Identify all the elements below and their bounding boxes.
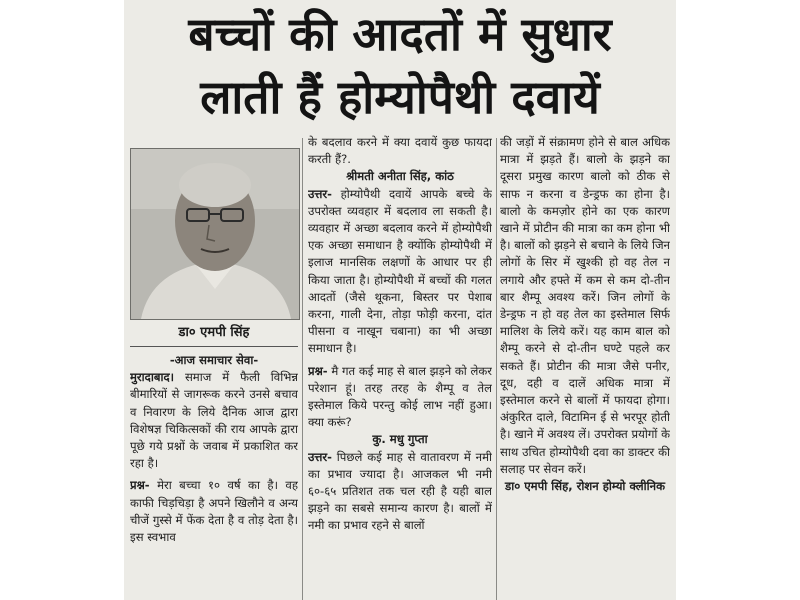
answer-2 xyxy=(308,449,492,535)
answer-1 xyxy=(308,186,492,358)
question-1-author: श्रीमती अनीता सिंह, कांठ xyxy=(346,169,454,184)
question-2 xyxy=(308,363,492,432)
article-column-1 xyxy=(130,352,298,600)
dateline: मुरादाबाद। xyxy=(130,370,175,385)
answer-2-text: पिछले कई माह से वातावरण में नमी का प्रभाव ज्यादा है। आजकल भी नमी ६०-६५ प्रतिशत तक चल रही है यही बाल झड़ने का सबसे समान्य कारण है। बालों में नमी का प्रभाव रहने से बालों xyxy=(308,449,492,533)
news-agency-line: -आज समाचार सेवा- xyxy=(169,353,259,367)
intro-paragraph xyxy=(130,369,298,472)
headline-line-2: लाती हैं होम्योपैथी दवायें xyxy=(200,70,600,124)
question-2-label: प्रश्न- xyxy=(308,363,328,378)
question-2-author: कु. मधु गुप्ता xyxy=(372,432,428,447)
article-column-3 xyxy=(500,134,670,600)
answer-1-text: होम्योपैथी दवायें आपके बच्चे के उपरोक्त व्यवहार में बदलाव ला सकती है। व्यवहार में अच्छा बदलाव करने में होम्योपैथी एक अच्छा समाधान है क्योंकि होम्योपैथी में इलाज मानसिक लक्षणों के आधार पर ही किया जाता है। होम्योपैथी में बच्चों की गलत आदतों (जैसे थूकना, बिस्तर पर पेशाब करना, गाली देना, तोड़ा फोड़ी करना, दांत पीसना व नाखून चबाना) का भी अच्छा समाधान है। xyxy=(308,186,492,356)
headline-line-1: बच्चों की आदतों में सुधार xyxy=(188,7,612,61)
question-1 xyxy=(130,477,298,546)
column-divider-2 xyxy=(496,138,497,600)
column-divider-1 xyxy=(302,138,303,600)
question-1-text: मेरा बच्चा १० वर्ष का है। वह काफी चिड़चिड़ा है अपने खिलौने व अन्य चीजें गुस्से में फेंक देता है व तोड़ देता है। इस स्वभाव xyxy=(130,478,298,545)
question-2-text: मै गत कई माह से बाल झड़ने को लेकर परेशान हूं। तरह तरह के शैम्पू व तेल इस्तेमाल किये परन्तु कोई लाभ नहीं हुआ। क्या करूं? xyxy=(308,363,492,430)
newspaper-clipping xyxy=(124,0,676,600)
headline xyxy=(124,0,676,132)
doctor-signature: डा० एमपी सिंह, रोशन होम्यो क्लीनिक xyxy=(505,479,665,494)
article-column-2 xyxy=(308,134,492,600)
answer-1-label: उत्तर- xyxy=(308,186,332,201)
photo-caption: डा० एमपी सिंह xyxy=(130,320,298,347)
answer-2-label: उत्तर- xyxy=(308,449,332,464)
portrait-illustration xyxy=(131,149,299,319)
question-1-label: प्रश्न- xyxy=(130,478,150,493)
answer-2-continued: की जड़ों में संक्रामण होने से बाल अधिक मात्रा में झड़ते हैं। बालो के झड़ने का दूसरा प्रमुख कारण बालो को ठीक से साफ न करना व डेन्ड्रफ का होना है। बालो के कमज़ोर होने का एक कारण खाने में प्रोटीन की मात्रा का कम होना भी है। बालों को झड़ने से बचाने के लिये जिन लोगों के सिर में खुश्की हो वह तेल न लगाये और हफ्ते में कम से कम दो-तीन बार शैम्पू अवश्य करें। जिन लोगों के डेन्ड्रफ न हो वह तेल का इस्तेमाल सिर्फ मालिश के लिये करें। यह काम बाल को शैम्पू करने से दो-तीन घण्टे पहले कर सकते हैं। प्रोटीन की मात्रा जैसे पनीर, दूध, दही व दालें अधिक मात्रा में इस्तेमाल करने से बालों में फायदा होगा। अंकुरित दाले, विटामिन ई से भरपूर होती है। खाने में अवश्य लें। उपरोक्त प्रयोगों के साथ उचित होम्योपैथी दवा का डाक्टर की सलाह पर सेवन करें। xyxy=(500,135,670,476)
question-1-continued: के बदलाव करने में क्या दवायें कुछ फायदा करती हैं?. xyxy=(308,135,492,167)
doctor-portrait-photo xyxy=(130,148,300,320)
intro-text: समाज में फैली विभिन्न बीमारियों से जागरूक करने उनसे बचाव व निवारण के लिये दैनिक आज द्वारा विशेषज्ञ चिकित्सकों की राय आपके द्वारा पूछे गये प्रश्नों के जवाब में प्रकाशित कर रहा है। xyxy=(130,370,298,471)
